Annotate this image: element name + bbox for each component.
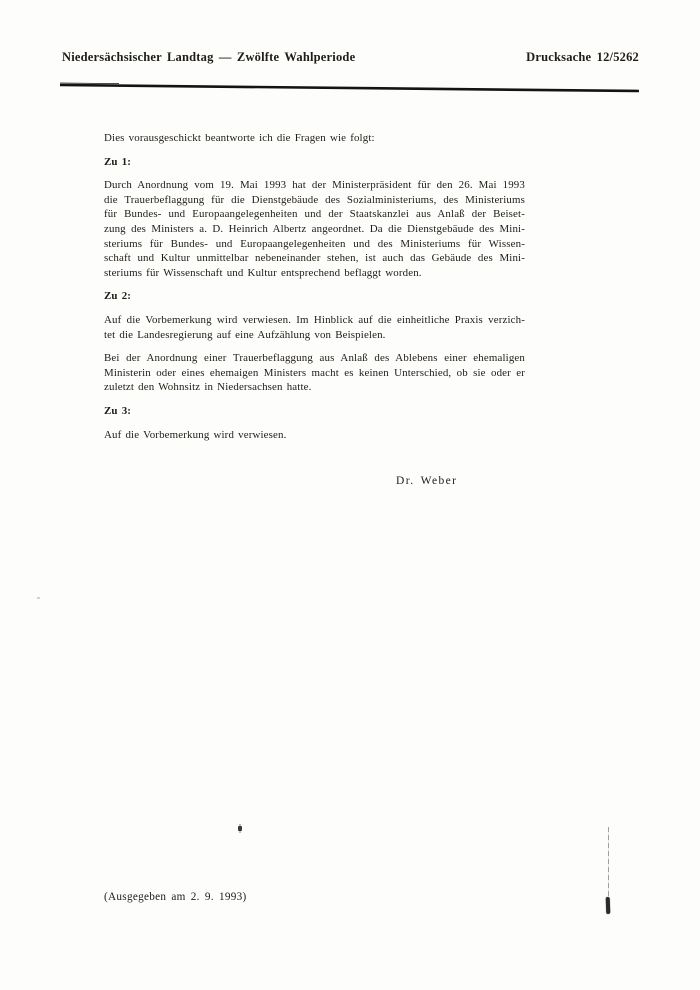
footer-issued-note: (Ausgegeben am 2. 9. 1993) <box>104 891 247 903</box>
signature-name: Dr. Weber <box>396 475 458 487</box>
scan-artifact-dot <box>238 826 242 831</box>
text-line: zuletzt den Wohnsitz in Niedersachsen hatte. <box>104 381 312 394</box>
scan-artifact-dot-faint <box>37 597 40 599</box>
section-label: Zu 1: <box>104 155 132 168</box>
paragraph <box>104 313 525 342</box>
header-parliament-title: Niedersächsischer Landtag — Zwölfte Wahlperiode <box>62 50 356 64</box>
text-line: zung des Ministers a. D. Heinrich Albertz angeordnet. Da die Dienstgebäude des Mini- <box>104 222 525 235</box>
paragraph <box>104 351 525 395</box>
section-label: Zu 2: <box>104 290 132 303</box>
text-line: die Trauerbeflaggung für die Dienstgebäude des Sozialministeriums, des Ministeriums <box>104 193 525 206</box>
document-header <box>62 50 639 65</box>
text-line: schaft und Kultur unmittelbar nebeneinander stehen, ist auch das Gebäude des Mini- <box>104 252 525 265</box>
paragraph <box>104 428 525 443</box>
document-body <box>104 131 525 442</box>
text-line: Auf die Vorbemerkung wird verwiesen. Im Hinblick auf die einheitliche Praxis verzich- <box>104 313 525 326</box>
text-line: steriums für Wissenschaft und Kultur entsprechend beflaggt worden. <box>104 266 422 279</box>
text-line: tet die Landesregierung auf eine Aufzählung von Beispielen. <box>104 328 386 341</box>
scan-artifact-ink-blob <box>606 897 611 914</box>
intro-line: Dies vorausgeschickt beantworte ich die Fragen wie folgt: <box>104 132 375 144</box>
answer-sections <box>104 155 525 443</box>
text-line: Durch Anordnung vom 19. Mai 1993 hat der Ministerpräsident für den 26. Mai 1993 <box>104 179 525 192</box>
text-line: Bei der Anordnung einer Trauerbeflaggung aus Anlaß des Ablebens einer ehemaligen <box>104 352 525 365</box>
section-label: Zu 3: <box>104 404 132 417</box>
header-drucksache-number: Drucksache 12/5262 <box>526 50 639 64</box>
header-rule <box>59 81 641 95</box>
text-line: Auf die Vorbemerkung wird verwiesen. <box>104 428 287 441</box>
scan-artifact-vline <box>608 827 609 899</box>
text-line: Ministerin oder eines ehemaigen Ministers macht es keinen Unterschied, ob sie oder er <box>104 366 525 379</box>
text-line: für Bundes- und Europaangelegenheiten und der Staatskanzlei aus Anlaß der Beiset- <box>104 208 525 221</box>
text-line: steriums für Bundes- und Europaangelegenheiten und des Ministeriums für Wissen- <box>104 237 525 250</box>
paragraph <box>104 178 525 280</box>
